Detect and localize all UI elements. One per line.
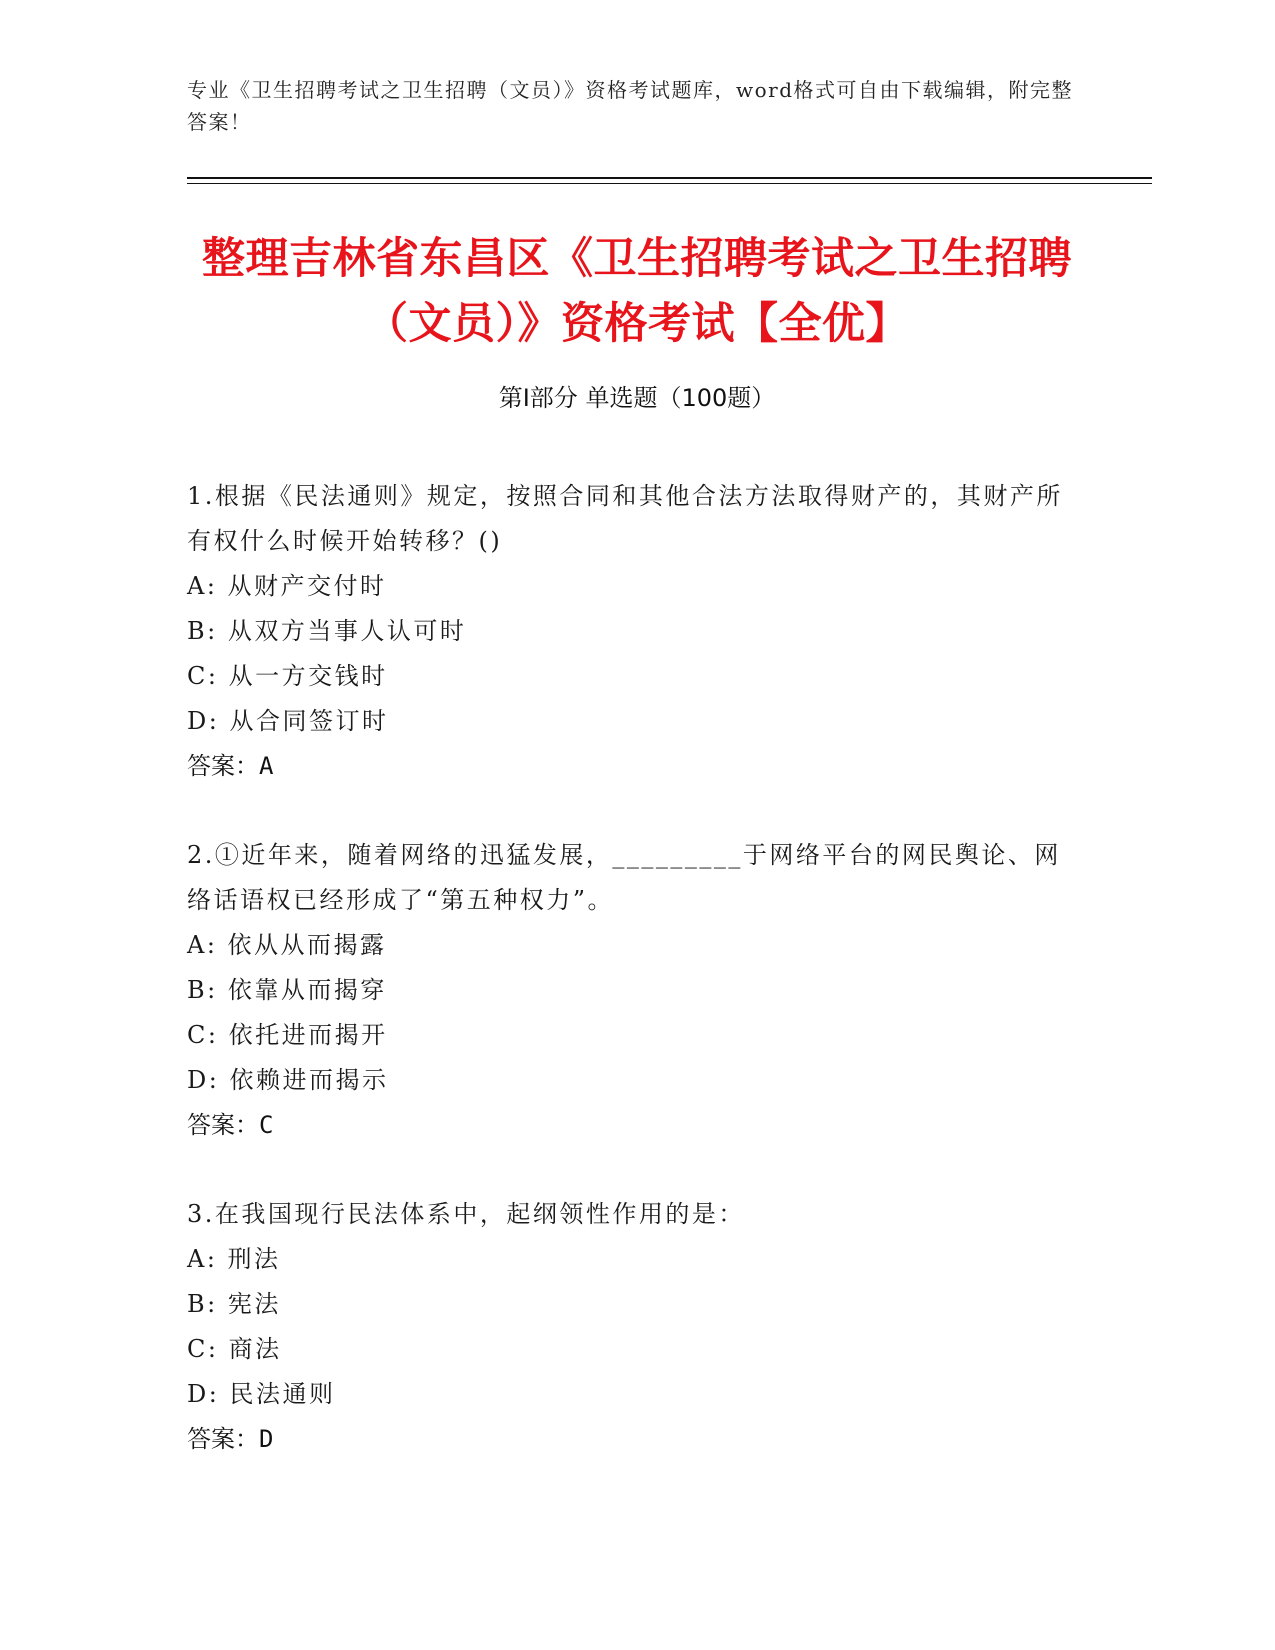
header-divider-thick — [187, 177, 1152, 179]
answer-value: A — [259, 752, 274, 780]
question-2 — [187, 833, 1067, 1148]
header-divider-thin — [187, 183, 1152, 184]
question-1 — [187, 474, 1067, 789]
question-list — [187, 474, 1067, 1506]
option-b: B: 依靠从而揭穿 — [187, 976, 387, 1004]
option-c: C: 依托进而揭开 — [187, 1021, 388, 1049]
answer-label: 答案： — [187, 1425, 259, 1453]
answer-line — [187, 1417, 1067, 1462]
option-d: D: 依赖进而揭示 — [187, 1066, 389, 1094]
question-stem: 3.在我国现行民法体系中，起纲领性作用的是： — [187, 1200, 745, 1228]
question-stem: 1.根据《民法通则》规定，按照合同和其他合法方法取得财产的，其财产所有权什么时候开始转移？() — [187, 482, 1063, 555]
answer-value: C — [259, 1111, 274, 1139]
question-stem: 2.①近年来，随着网络的迅猛发展，_________于网络平台的网民舆论、网络话语权已经形成了“第五种权力”。 — [187, 841, 1061, 914]
option-c: C: 商法 — [187, 1335, 282, 1363]
answer-label: 答案： — [187, 1111, 259, 1139]
document-title: 整理吉林省东昌区《卫生招聘考试之卫生招聘（文员）》资格考试【全优】 — [202, 234, 1072, 349]
option-b: B: 宪法 — [187, 1290, 281, 1318]
option-d: D: 民法通则 — [187, 1380, 336, 1408]
answer-line — [187, 744, 1067, 789]
option-a: A: 依从从而揭露 — [187, 931, 387, 959]
option-a: A: 从财产交付时 — [187, 572, 387, 600]
header-note: 专业《卫生招聘考试之卫生招聘（文员）》资格考试题库，word格式可自由下载编辑，附完整答案！ — [187, 78, 1074, 134]
question-3 — [187, 1192, 1067, 1462]
section-title: 第Ⅰ部分 单选题（100题） — [498, 384, 776, 412]
answer-value: D — [259, 1425, 274, 1453]
answer-label: 答案： — [187, 752, 259, 780]
option-b: B: 从双方当事人认可时 — [187, 617, 467, 645]
answer-line — [187, 1103, 1067, 1148]
option-c: C: 从一方交钱时 — [187, 662, 388, 690]
option-d: D: 从合同签订时 — [187, 707, 389, 735]
option-a: A: 刑法 — [187, 1245, 281, 1273]
